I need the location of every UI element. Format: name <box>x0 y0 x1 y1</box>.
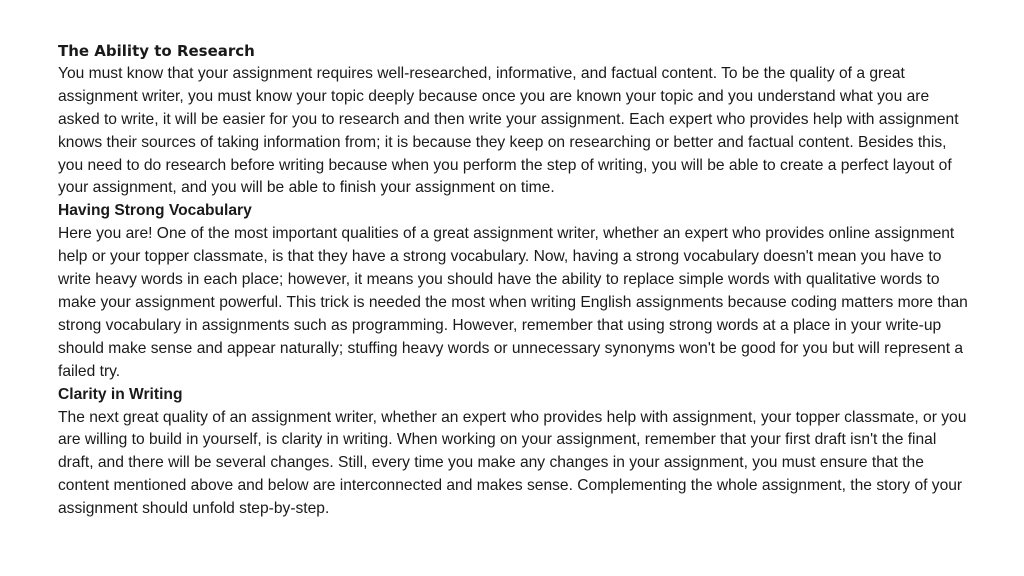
section-clarity <box>58 384 973 521</box>
section-heading: Having Strong Vocabulary <box>58 202 252 220</box>
section-paragraph: You must know that your assignment requires well-researched, informative, and factual content. To be the quality of a great assignment writer, you must know your topic deeply because once you are known your topic and you understand what you are asked to write, it will be easier for you to research and then write your assignment. Each expert who provides help with assignment knows their sources of taking information from; it is because they keep on researching or better and factual content. Besides this, you need to do research before writing because when you perform the step of writing, you will be able to create a perfect layout of your assignment, and you will be able to finish your assignment on time. <box>58 64 959 197</box>
section-paragraph: Here you are! One of the most important qualities of a great assignment writer, whether an expert who provides online assignment help or your topper classmate, is that they have a strong vocabulary. Now, having a strong vocabulary doesn't mean you have to write heavy words in each place; however, it means you should have the ability to replace simple words with qualitative words to make your assignment powerful. This trick is needed the most when writing English assignments because coding matters more than strong vocabulary in assignments such as programming. However, remember that using strong words at a place in your write-up should make sense and appear naturally; stuffing heavy words or unnecessary synonyms won't be good for you but will represent a failed try. <box>58 225 968 380</box>
section-research <box>58 40 973 200</box>
section-paragraph: The next great quality of an assignment writer, whether an expert who provides help with assignment, your topper classmate, or you are willing to build in yourself, is clarity in writing. When working on your assignment, remember that your first draft isn't the final draft, and there will be several changes. Still, every time you make any changes in your assignment, you must ensure that the content mentioned above and below are interconnected and makes sense. Complementing the whole assignment, the story of your assignment should unfold step-by-step. <box>58 408 967 518</box>
section-vocabulary <box>58 200 973 383</box>
document-body <box>58 40 973 521</box>
section-heading: The Ability to Research <box>58 42 255 60</box>
section-heading: Clarity in Writing <box>58 385 183 403</box>
